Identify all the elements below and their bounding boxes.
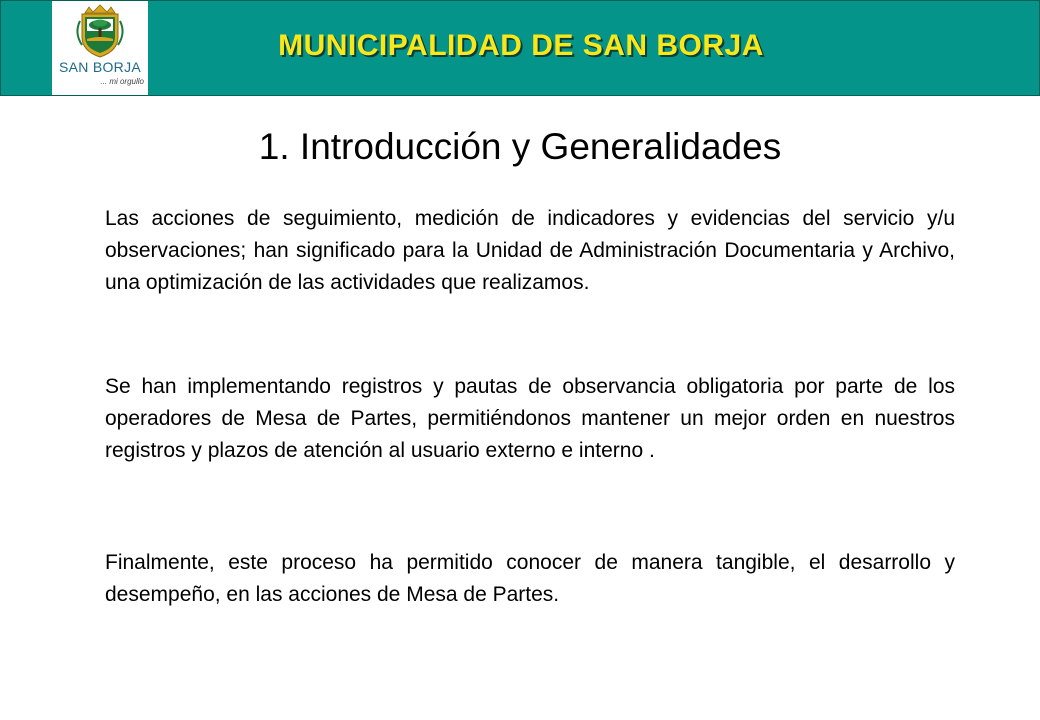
logo-name: SAN BORJA [58, 59, 142, 75]
header-band [0, 0, 1040, 96]
header-title: MUNICIPALIDAD DE SAN BORJA [278, 29, 764, 62]
logo-tagline: ... mi orgullo [100, 77, 144, 86]
paragraph-intro: Las acciones de seguimiento, medición de indicadores y evidencias del servicio y/u observaciones; han significado para la Unidad de Administración Documentaria y Archivo, una optimización de las actividades que realizamos. [105, 207, 955, 294]
slide-title: 1. Introducción y Generalidades [258, 126, 782, 167]
paragraph-registros: Se han implementando registros y pautas de observancia obligatoria por parte de los operadores de Mesa de Partes, permitiéndonos mantener un mejor orden en nuestros registros y plazos de atención al usuario externo e interno . [105, 375, 955, 462]
logo [52, 1, 148, 95]
paragraph-conclusion: Finalmente, este proceso ha permitido conocer de manera tangible, el desarrollo y desempeño, en las acciones de Mesa de Partes. [105, 551, 955, 606]
